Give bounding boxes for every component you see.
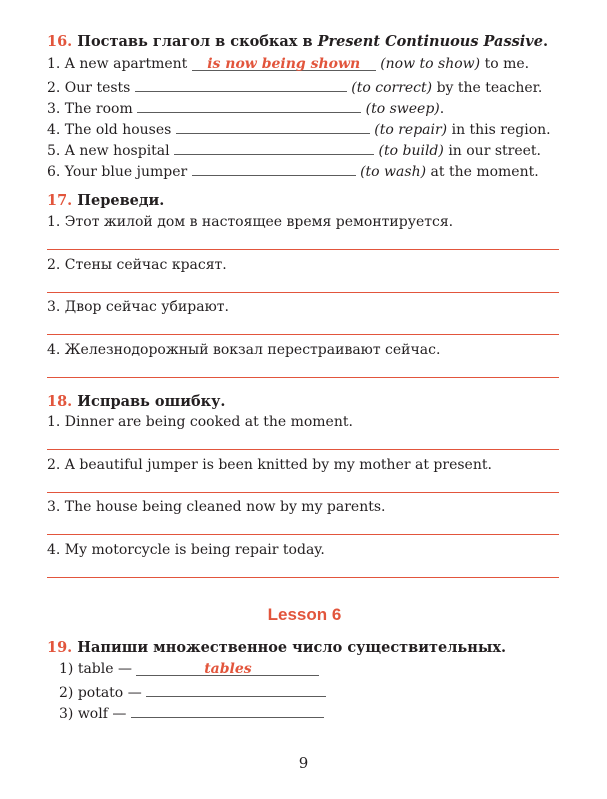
ex16-item-1-answer: is now being shown <box>207 56 361 72</box>
ex16-title-end: . <box>542 33 548 50</box>
ex18-number: 18. <box>47 393 73 410</box>
ex16-item-3-end: . <box>439 101 445 117</box>
ex16-item-2-blank[interactable] <box>135 75 347 92</box>
ex16-item-5-blank[interactable] <box>174 138 374 155</box>
ex17-answer-line-2[interactable] <box>47 292 559 293</box>
ex16-heading <box>47 32 548 52</box>
ex16-title: Поставь глагол в скобках в <box>77 33 318 50</box>
ex19-item-1-answer: tables <box>204 661 252 677</box>
ex17-item-3: 3. Двор сейчас убирают. <box>47 299 229 315</box>
ex16-item-4-start: 4. The old houses <box>47 122 172 138</box>
ex19-heading <box>47 638 506 658</box>
ex17-title: Переведи. <box>77 192 165 209</box>
ex16-item-4-blank[interactable] <box>176 117 370 134</box>
ex17-number: 17. <box>47 192 73 209</box>
ex18-item-4: 4. My motorcycle is being repair today. <box>47 542 325 558</box>
ex16-item-2-end: by the teacher. <box>436 80 543 96</box>
ex19-title: Напиши множественное число существительных. <box>77 639 507 656</box>
ex16-item-5-start: 5. A new hospital <box>47 143 170 159</box>
ex18-answer-line-4[interactable] <box>47 577 559 578</box>
ex16-item-6-end: at the moment. <box>430 164 539 180</box>
ex18-answer-line-3[interactable] <box>47 534 559 535</box>
ex16-item-3-start: 3. The room <box>47 101 133 117</box>
ex19-item-3 <box>59 701 324 725</box>
ex17-item-4: 4. Железнодорожный вокзал перестраивают сейчас. <box>47 342 441 358</box>
ex18-item-2: 2. A beautiful jumper is been knitted by my mother at present. <box>47 457 492 473</box>
ex19-item-2-label: 2) potato — <box>59 685 142 701</box>
ex19-item-2-blank[interactable] <box>146 680 326 697</box>
ex17-answer-line-4[interactable] <box>47 377 559 378</box>
ex16-item-1-start: 1. A new apartment <box>47 56 188 72</box>
ex17-item-1: 1. Этот жилой дом в настоящее время ремонтируется. <box>47 214 454 230</box>
ex16-item-6-hint: (to wash) <box>360 164 427 180</box>
ex16-item-1-blank[interactable] <box>192 54 376 71</box>
ex17-heading <box>47 191 164 211</box>
ex16-item-3-blank[interactable] <box>137 96 361 113</box>
ex16-item-1 <box>47 54 529 75</box>
ex16-item-1-end: to me. <box>484 56 530 72</box>
ex19-item-3-blank[interactable] <box>131 701 324 718</box>
lesson-title: Lesson 6 <box>267 605 342 624</box>
ex16-item-1-hint: (now to show) <box>380 56 481 72</box>
ex16-item-6 <box>47 159 539 183</box>
ex18-answer-line-2[interactable] <box>47 492 559 493</box>
ex16-item-4-end: in this region. <box>451 122 551 138</box>
ex16-item-6-blank[interactable] <box>192 159 356 176</box>
ex17-item-2: 2. Стены сейчас красят. <box>47 257 227 273</box>
ex16-number: 16. <box>47 33 73 50</box>
ex16-item-6-start: 6. Your blue jumper <box>47 164 188 180</box>
ex19-item-1-blank[interactable] <box>136 659 319 676</box>
ex16-item-2-start: 2. Our tests <box>47 80 131 96</box>
ex16-item-5-hint: (to build) <box>378 143 444 159</box>
ex16-item-5-end: in our street. <box>448 143 541 159</box>
ex17-answer-line-3[interactable] <box>47 334 559 335</box>
ex18-title: Исправь ошибку. <box>77 393 226 410</box>
ex19-item-1 <box>59 659 319 680</box>
ex16-item-4-hint: (to repair) <box>374 122 448 138</box>
ex19-item-1-label: 1) table — <box>59 661 132 677</box>
ex19-item-3-label: 3) wolf — <box>59 706 127 722</box>
ex18-answer-line-1[interactable] <box>47 449 559 450</box>
ex18-heading <box>47 392 225 412</box>
ex19-number: 19. <box>47 639 73 656</box>
ex16-title-italic: Present Continuous Passive <box>317 33 543 50</box>
ex18-item-1: 1. Dinner are being cooked at the moment. <box>47 414 353 430</box>
ex17-answer-line-1[interactable] <box>47 249 559 250</box>
ex16-item-3-hint: (to sweep) <box>365 101 440 117</box>
ex18-item-3: 3. The house being cleaned now by my parents. <box>47 499 386 515</box>
page-number: 9 <box>298 754 309 772</box>
ex16-item-2-hint: (to correct) <box>351 80 433 96</box>
